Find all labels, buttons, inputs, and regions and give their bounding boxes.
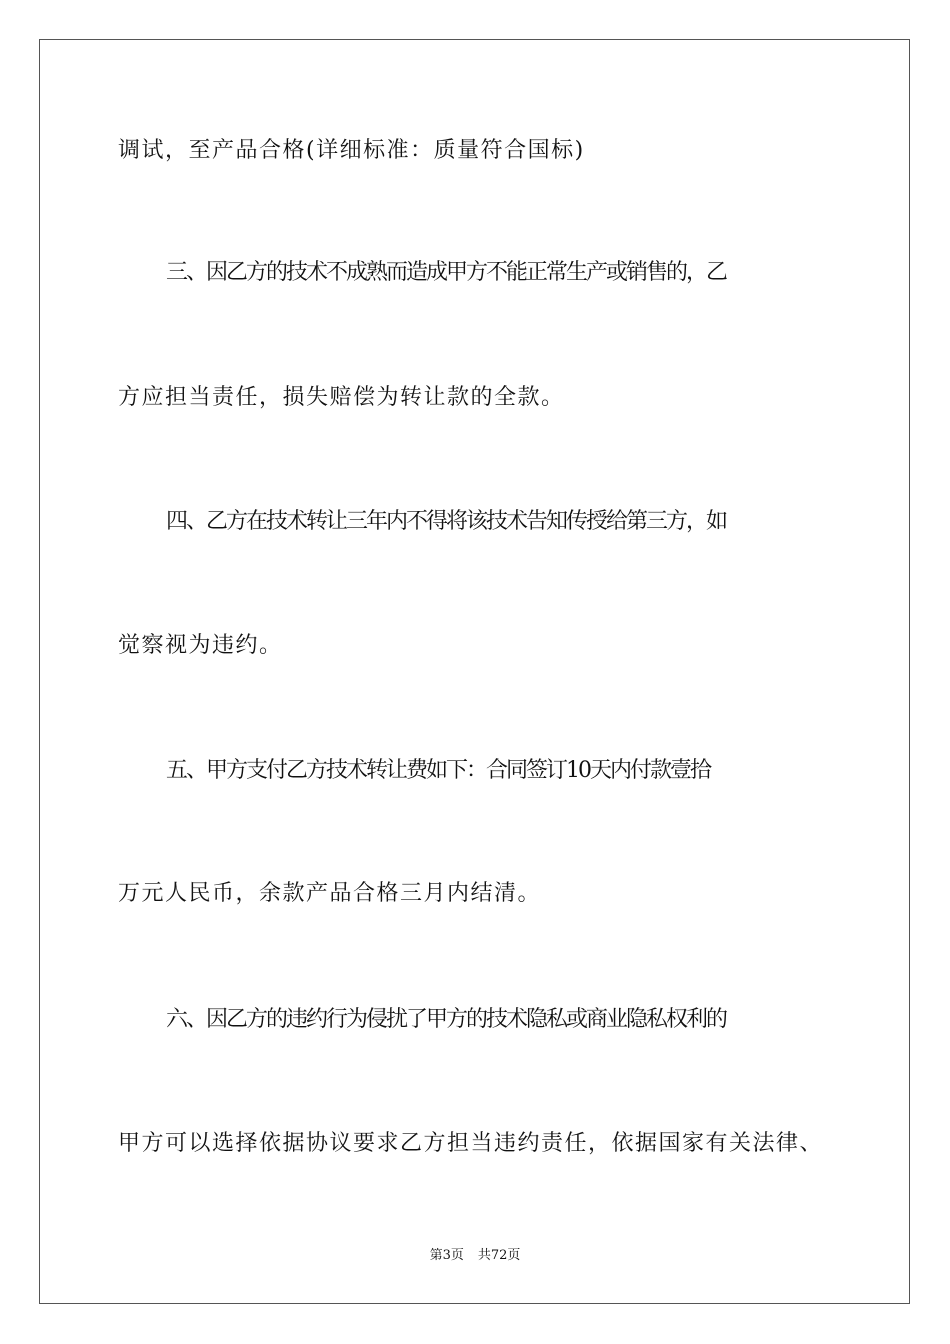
body-line-1: 调试，至产品合格(详细标准：质量符合国标) [118,138,585,163]
clause-3-line-1: 三、因乙方的技术不成熟而造成甲方不能正常生产或销售的，乙 [166,260,727,285]
clause-6-line-1: 六、因乙方的违约行为侵扰了甲方的技术隐私或商业隐私权利的 [166,1007,727,1032]
page-footer [0,1247,950,1265]
clause-5-line-2: 万元人民币，余款产品合格三月内结清。 [118,881,542,906]
page-total: 共72页 [477,1248,521,1263]
page-border [39,39,910,1304]
page-number: 第3页 [429,1248,464,1263]
clause-6-line-2: 甲方可以选择依据协议要求乙方担当违约责任，依据国家有关法律、 [118,1131,824,1156]
clause-4-line-2: 觉察视为违约。 [118,633,283,658]
clause-5-line-1: 五、甲方支付乙方技术转让费如下：合同签订10天内付款壹拾 [166,758,710,783]
clause-4-line-1: 四、乙方在技术转让三年内不得将该技术告知传授给第三方，如 [166,509,727,534]
clause-3-line-2: 方应担当责任，损失赔偿为转让款的全款。 [118,385,565,410]
